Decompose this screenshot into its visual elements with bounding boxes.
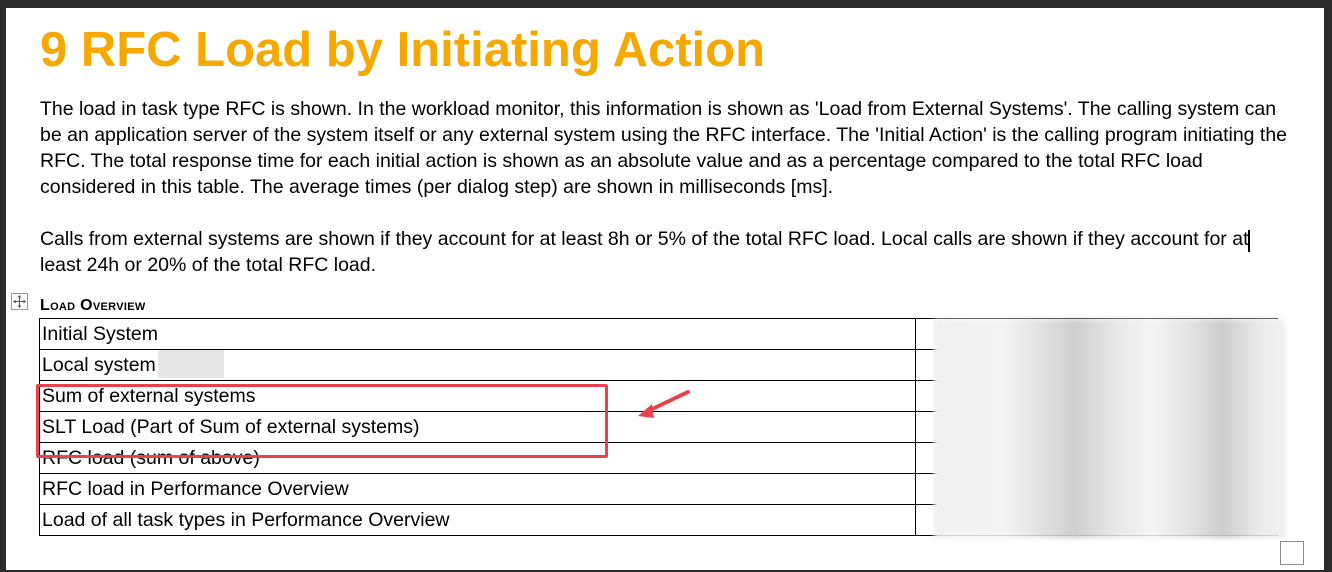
row-label-text: Local system xyxy=(42,354,156,376)
move-arrows-glyph xyxy=(12,294,27,309)
highlight-annotation-box xyxy=(36,384,608,458)
row-label-local-system[interactable] xyxy=(40,350,916,381)
annotation-arrow-icon xyxy=(632,386,694,422)
row-label[interactable]: Initial System xyxy=(40,319,916,350)
criteria-paragraph[interactable]: Calls from external systems are shown if they account for at least 8h or 5% of the total RFC load. Local calls are shown if they account for at least 24h or 20% of the total RFC load. xyxy=(40,228,1249,276)
row-label[interactable]: SLT Load (Part of Sum of external systems) xyxy=(40,412,916,443)
redacted-values xyxy=(934,319,1286,538)
row-label[interactable]: RFC load in Performance Overview xyxy=(40,474,916,505)
row-label[interactable]: RFC load (sum of above) xyxy=(40,443,916,474)
row-label[interactable]: Sum of external systems xyxy=(40,381,916,412)
intro-paragraph[interactable]: The load in task type RFC is shown. In the workload monitor, this information is shown as 'Load from External Systems'. The calling system can be an application server of the system itself or any external system using the RFC interface. The 'Initial Action' is the calling program initiating the RFC. The total response time for each initial action is shown as an absolute value and as a percentage compared to the total RFC load considered in this table. The average times (per dialog step) are shown in milliseconds [ms]. xyxy=(40,98,1288,198)
table-resize-icon[interactable] xyxy=(1280,541,1304,565)
document-page xyxy=(6,8,1324,570)
redacted-system-id xyxy=(158,350,224,378)
section-heading: 9 RFC Load by Initiating Action xyxy=(40,23,765,77)
row-label[interactable]: Load of all task types in Performance Overview xyxy=(40,505,916,536)
text-cursor xyxy=(1248,230,1250,252)
table-caption: Load Overview xyxy=(40,297,146,314)
four-way-arrow-icon[interactable] xyxy=(11,293,28,310)
